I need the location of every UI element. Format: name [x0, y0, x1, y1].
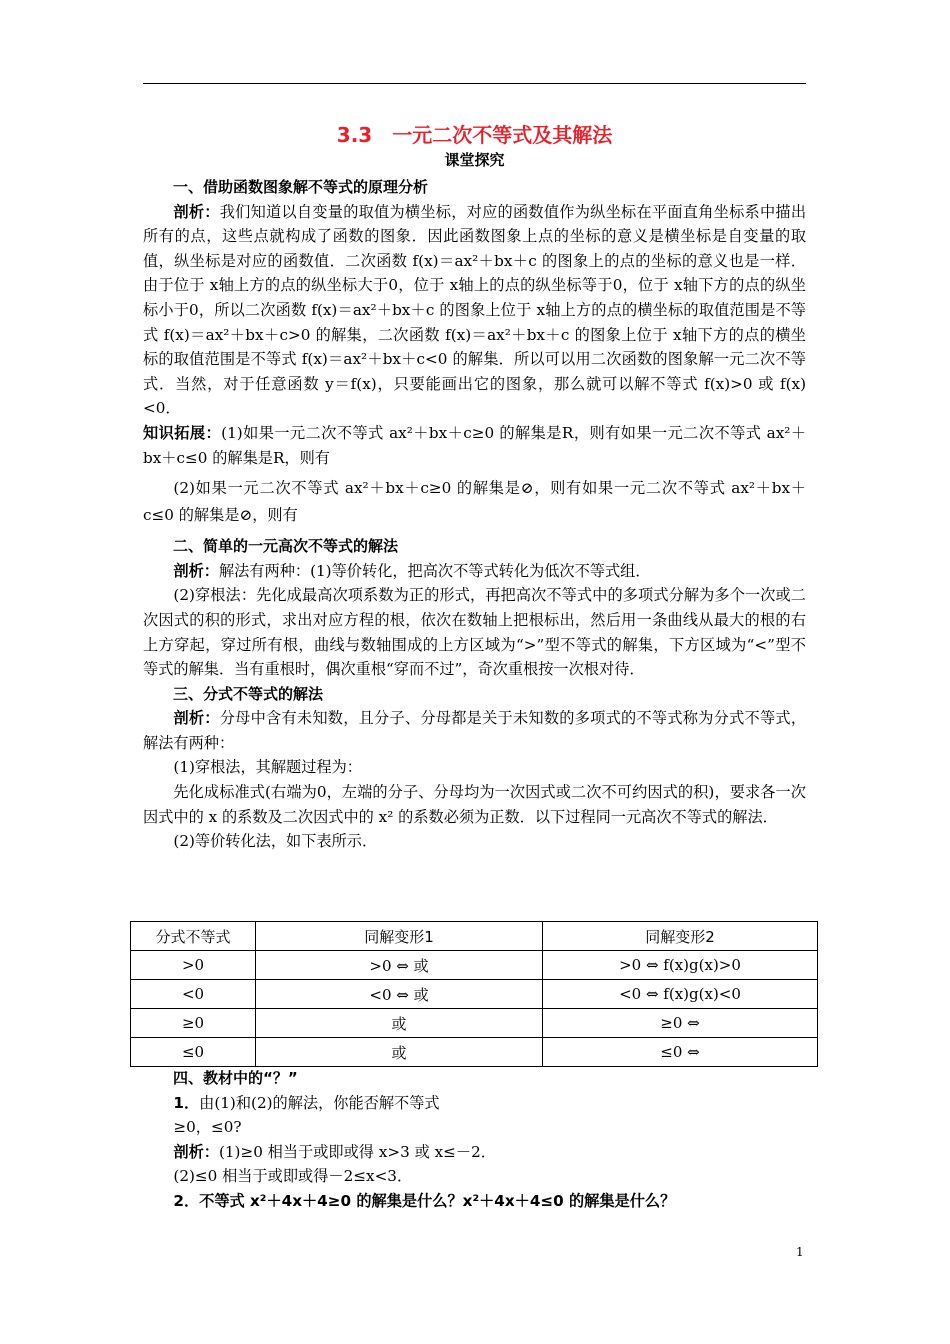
- section1-heading: 一、借助函数图象解不等式的原理分析: [173, 178, 429, 196]
- table-cell: ≥0: [131, 1009, 256, 1038]
- table-cell: ≥0 ⇔: [543, 1009, 818, 1038]
- section3-paragraph-4: (2)等价转化法，如下表所示．: [173, 832, 378, 851]
- section2-text-1: 解法有两种：(1)等价转化，把高次不等式转化为低次不等式组．: [218, 561, 651, 580]
- table-cell: 或: [256, 1009, 543, 1038]
- analysis-label: 剖析：: [173, 709, 220, 728]
- section1-text: 我们知道以自变量的取值为横坐标，对应的函数值作为纵坐标在平面直角坐标系中描出所有的点，这些点就构成了函数的图象．因此函数图象上点的坐标的意义是横坐标是自变量的取值，纵坐标是对应的函数值．二次函数 f(x)＝ax²＋bx＋c 的图象上的点的坐标的意义也是一样．由于位于 x轴上方的点的纵坐标大于0，位于 x轴上的点的纵坐标等于0，位于 x轴下方的点的纵坐标小于0，所以二次函数 f(x)＝ax²＋bx＋c 的图象上位于 x轴上方的点的横坐标的取值范围是不等式 f(x)＝ax²＋bx＋c>0 的解集，二次函数 f(x)＝ax²＋bx＋c 的图象上位于 x轴下方的点的横坐标的取值范围是不等式 f(x)＝ax²＋bx＋c<0 的解集．所以可以用二次函数的图象解一元二次不等式．当然，对于任意函数 y＝f(x)，只要能画出它的图象，那么就可以解不等式 f(x)>0 或 f(x)<0．: [143, 202, 807, 418]
- section3-text-1: 分母中含有未知数，且分子、分母都是关于未知数的多项式的不等式称为分式不等式，解法有两种：: [143, 709, 807, 752]
- analysis-label: 剖析：: [173, 1142, 219, 1161]
- section1-paragraph: [143, 200, 806, 421]
- table-row: [131, 980, 818, 1009]
- section2-paragraph-1: [143, 559, 806, 584]
- table-cell: >0 ⇔ f(x)g(x)>0: [543, 951, 818, 980]
- analysis-label: 剖析：: [173, 202, 220, 221]
- question-1: [143, 1091, 806, 1116]
- table-header: 同解变形1: [256, 922, 543, 951]
- extension-paragraph-1: [143, 421, 806, 470]
- extension-paragraph-2: (2)如果一元二次不等式 ax²＋bx＋c≥0 的解集是⊘，则有如果一元二次不等式 ax²＋bx＋c≤0 的解集是⊘，则有: [143, 479, 806, 525]
- page-number: 1: [796, 1245, 804, 1259]
- table-cell: ≤0: [131, 1038, 256, 1067]
- equivalence-table: [130, 921, 818, 1067]
- question-1-text: 由(1)和(2)的解法，你能否解不等式: [199, 1093, 440, 1112]
- section3-paragraph-1: [143, 706, 806, 755]
- table-row: [131, 1009, 818, 1038]
- section4: [143, 1066, 806, 1214]
- section4-heading: 四、教材中的“？”: [173, 1069, 298, 1087]
- question-2: 2．不等式 x²＋4x＋4≥0 的解集是什么？x²＋4x＋4≤0 的解集是什么？: [173, 1191, 676, 1210]
- header-rule: [143, 83, 806, 84]
- answer-1: [143, 1140, 806, 1165]
- table-header: 同解变形2: [543, 922, 818, 951]
- table-cell: <0 ⇔ f(x)g(x)<0: [543, 980, 818, 1009]
- page-title: 3.3 一元二次不等式及其解法: [336, 123, 613, 147]
- document-body: [143, 120, 806, 854]
- section3-paragraph-2: (1)穿根法，其解题过程为：: [173, 758, 362, 777]
- table-cell: >0: [131, 951, 256, 980]
- table-cell: <0 ⇔ 或: [256, 980, 543, 1009]
- table-row: [131, 1038, 818, 1067]
- table-row: [131, 951, 818, 980]
- answer-1-text: (1)≥0 相当于或即或得 x>3 或 x≤－2．: [218, 1142, 496, 1161]
- table-cell: 或: [256, 1038, 543, 1067]
- page-subtitle: 课堂探究: [444, 151, 505, 169]
- section2-paragraph-2: (2)穿根法：先化成最高次项系数为正的形式，再把高次不等式中的多项式分解为多个一次或二次因式的积的形式，求出对应方程的根，依次在数轴上把根标出，然后用一条曲线从最大的根的右上方穿起，穿过所有根，曲线与数轴围成的上方区域为“>”型不等式的解集，下方区域为“<”型不等式的解集．当有重根时，偶次重根“穿而不过”，奇次重根按一次根对待．: [143, 586, 806, 679]
- section3-paragraph-3: 先化成标准式(右端为0，左端的分子、分母均为一次因式或二次不可约因式的积)，要求各一次因式中的 x 的系数及二次因式中的 x² 的系数必须为正数．以下过程同一元高次不等式的解法．: [143, 783, 806, 826]
- table-cell: >0 ⇔ 或: [256, 951, 543, 980]
- question-1-continued: ≥0，≤0?: [173, 1118, 242, 1137]
- analysis-label: 剖析：: [173, 561, 219, 580]
- table-cell: <0: [131, 980, 256, 1009]
- table-cell: ≤0 ⇔: [543, 1038, 818, 1067]
- table-header-row: [131, 922, 818, 951]
- extension-text-1: (1)如果一元二次不等式 ax²＋bx＋c≥0 的解集是R，则有如果一元二次不等式 ax²＋bx＋c≤0 的解集是R，则有: [143, 423, 807, 467]
- table-header: 分式不等式: [131, 922, 256, 951]
- question-1-number: 1．: [173, 1093, 200, 1112]
- section3-heading: 三、分式不等式的解法: [173, 684, 324, 703]
- extension-label: 知识拓展：: [143, 423, 222, 442]
- answer-2: (2)≤0 相当于或即或得－2≤x<3．: [173, 1167, 413, 1186]
- section2-heading: 二、简单的一元高次不等式的解法: [173, 537, 399, 556]
